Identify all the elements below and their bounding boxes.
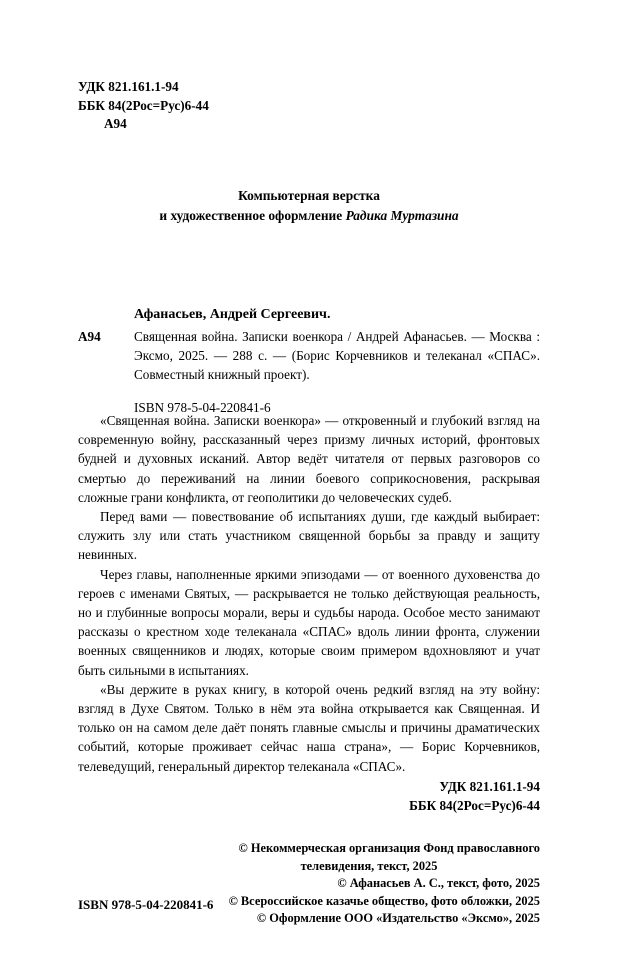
page-content xyxy=(78,0,540,961)
bib-record-body xyxy=(78,327,540,384)
layout-credit-line2 xyxy=(78,206,540,226)
isbn-main: ISBN 978-5-04-220841-6 xyxy=(134,400,271,416)
layout-credit-line1: Компьютерная верстка xyxy=(238,188,380,203)
udk-code-top: УДК 821.161.1-94 xyxy=(78,79,179,94)
copyright-line-2: © Афанасьев А. С., текст, фото, 2025 xyxy=(337,876,540,891)
copyright-line-1-cont: телевидения, текст, 2025 xyxy=(300,858,438,873)
udk-code-bottom: УДК 821.161.1-94 xyxy=(439,779,540,794)
author-signature-top: А94 xyxy=(104,116,127,132)
copyright-line-4: © Оформление ООО «Издательство «Эксмо», 2025 xyxy=(256,911,540,926)
bib-record-text: Священная война. Записки военкора / Андрей Афанасьев. — Москва : Эксмо, 2025. — 288 с. — (Борис Корчевников и телеканал «СПАС». Совместный книжный проект). xyxy=(134,329,540,383)
annotation-paragraph: «Вы держите в руках книгу, в которой очень редкий взгляд на эту войну: взгляд в Духе Святом. Только в нём эта война открывается как Священная. И только он на самом деле даёт понять главные смыслы и причины драматических событий, которые проживает сейчас наша страна», — Борис Корчевников, телеведущий, генеральный директор телеканала «СПАС». xyxy=(78,681,540,774)
annotation-paragraph: Перед вами — повествование об испытаниях души, где каждый выбирает: служить злу или стать участником священной борьбы за правду и защиту невинных. xyxy=(78,509,540,563)
bib-author-name: Афанасьев, Андрей Сергеевич. xyxy=(134,307,331,322)
copyright-block xyxy=(78,840,540,928)
layout-designer-name: Радика Муртазина xyxy=(345,208,459,224)
annotation-block xyxy=(78,411,540,776)
isbn-bottom: ISBN 978-5-04-220841-6 xyxy=(78,897,214,912)
classification-codes-top xyxy=(78,78,209,134)
bibliographic-record xyxy=(78,305,540,416)
bbk-code-top: ББК 84(2Рос=Рус)6-44 xyxy=(78,97,209,113)
annotation-paragraph: Через главы, наполненные яркими эпизодами — от военного духовенства до героев с именами Святых, — раскрывается не только действующая реальность, но и глубинные вопросы морали, веры и судьбы народа. Особое место занимают рассказы о крестном ходе телеканала «СПАС» вдоль линии фронта, служении военных священников и людях, которые своим примером вдохновляют и учат быть сильными в испытаниях. xyxy=(78,566,540,678)
copyright-line-3: © Всероссийское казачье общество, фото обложки, 2025 xyxy=(228,893,540,908)
classification-codes-bottom xyxy=(78,778,540,815)
layout-credit-block xyxy=(78,186,540,226)
bib-signature: А94 xyxy=(78,329,101,345)
copyright-line-1: © Некоммерческая организация Фонд православного xyxy=(238,841,540,855)
bbk-code-bottom: ББК 84(2Рос=Рус)6-44 xyxy=(409,797,540,813)
layout-credit-prefix: и художественное оформление xyxy=(159,208,346,224)
annotation-paragraph: «Священная война. Записки военкора» — откровенный и глубокий взгляд на современную войну, рассказанный через призму личных историй, фронтовых будней и духовных исканий. Автор ведёт читателя от первых разговоров со смертью до переживаний на линии боевого соприкосновения, раскрывая сложные грани конфликта, от геополитики до человеческих судеб. xyxy=(78,413,540,505)
